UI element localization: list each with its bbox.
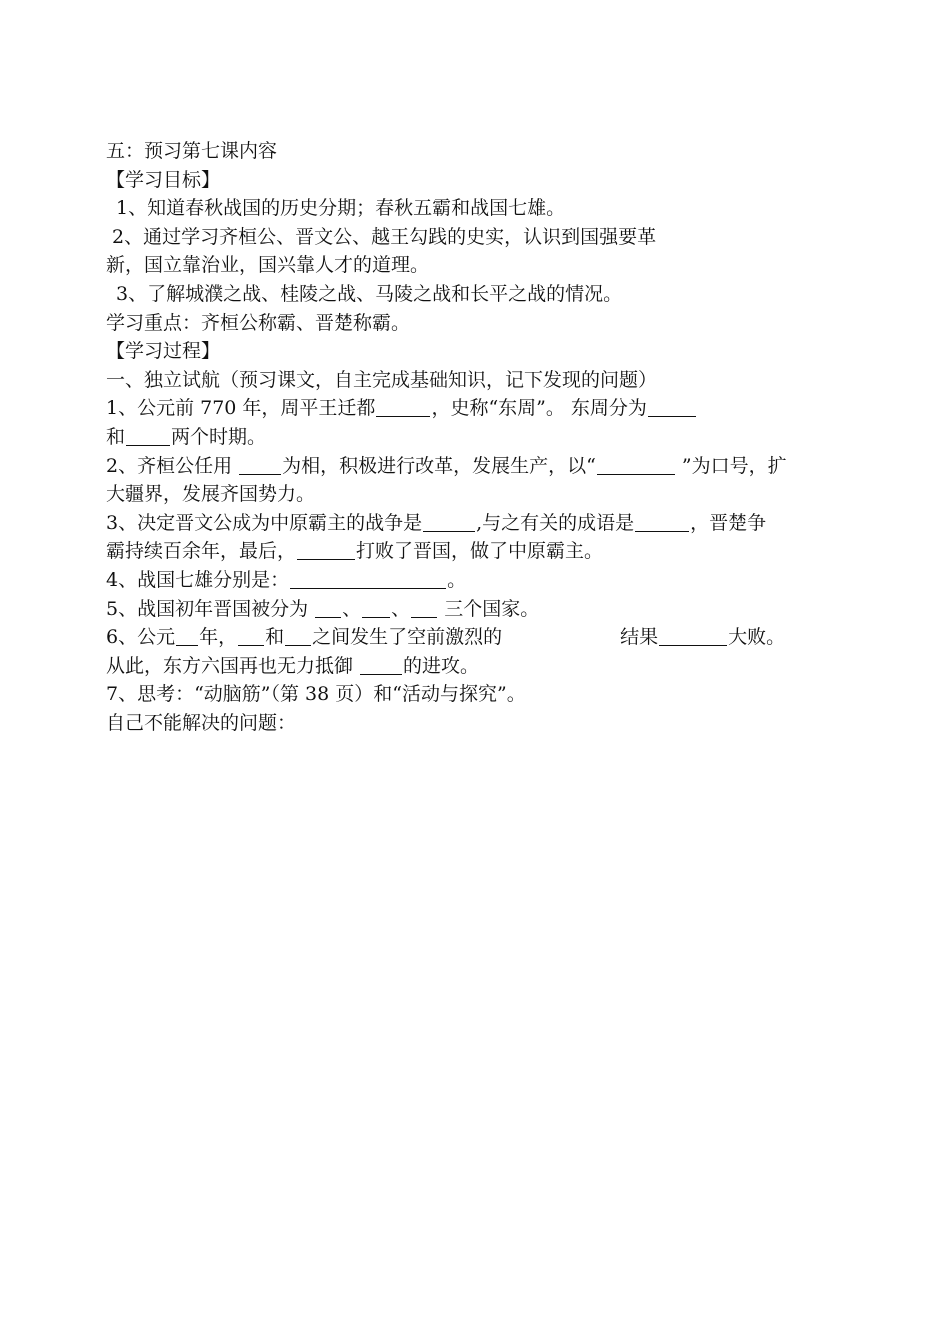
question-text: 。 bbox=[447, 568, 467, 591]
question-6-line-2 bbox=[106, 652, 850, 681]
question-text: ，史称“东周”。 东周分为 bbox=[431, 397, 647, 420]
question-2-line-1 bbox=[106, 452, 850, 481]
question-text: 6、公元 bbox=[106, 626, 176, 649]
question-text: ，晋楚争 bbox=[690, 511, 767, 534]
question-text: ”为口号，扩 bbox=[675, 454, 787, 477]
question-7: 7、思考：“动脑筋”（第 38 页）和“活动与探究”。 bbox=[106, 683, 526, 706]
unsolved-questions-label: 自己不能解决的问题： bbox=[106, 711, 297, 734]
question-text: 4、战国七雄分别是： bbox=[106, 568, 290, 591]
question-text: 和 bbox=[106, 425, 126, 448]
goal-2-line-1: 2、通过学习齐桓公、晋文公、越王勾践的史实，认识到国强要革 bbox=[112, 225, 657, 248]
question-text: 年， bbox=[199, 626, 238, 649]
question-text: 2、齐桓公任用 bbox=[106, 454, 239, 477]
answer-blank[interactable] bbox=[362, 598, 390, 618]
section-heading: 五：预习第七课内容 bbox=[106, 140, 278, 162]
question-4 bbox=[106, 566, 850, 595]
answer-blank[interactable] bbox=[315, 598, 341, 618]
question-text: 为相，积极进行改革，发展生产，以“ bbox=[282, 454, 596, 477]
goal-3: 3、了解城濮之战、桂陵之战、马陵之战和长平之战的情况。 bbox=[116, 282, 623, 305]
question-1-line-2 bbox=[106, 423, 850, 452]
question-3-line-2 bbox=[106, 537, 850, 566]
question-text: 5、战国初年晋国被分为 bbox=[106, 597, 315, 620]
goal-2-line-2: 新，国立靠治业，国兴靠人才的道理。 bbox=[106, 254, 430, 277]
question-text: 、 bbox=[391, 597, 411, 620]
question-text: 1、公元前 770 年，周平王迁都 bbox=[106, 397, 376, 420]
answer-blank[interactable] bbox=[285, 626, 311, 646]
question-2-line-2: 大疆界，发展齐国势力。 bbox=[106, 483, 316, 506]
question-6-line-1 bbox=[106, 623, 850, 652]
answer-blank[interactable] bbox=[635, 512, 689, 532]
answer-blank[interactable] bbox=[126, 426, 170, 446]
question-1-line-1 bbox=[106, 394, 850, 423]
answer-blank[interactable] bbox=[239, 455, 281, 475]
answer-blank[interactable] bbox=[648, 397, 696, 417]
question-text: 两个时期。 bbox=[171, 425, 267, 448]
answer-blank[interactable] bbox=[423, 512, 475, 532]
question-text: 从此，东方六国再也无力抵御 bbox=[106, 654, 360, 677]
answer-blank[interactable] bbox=[597, 455, 675, 475]
answer-blank[interactable] bbox=[297, 540, 355, 560]
question-text: 大败。 bbox=[728, 626, 786, 649]
question-text: 的进攻。 bbox=[403, 654, 480, 677]
worksheet-page bbox=[106, 137, 850, 737]
answer-blank[interactable] bbox=[176, 626, 198, 646]
answer-blank[interactable] bbox=[376, 397, 430, 417]
question-text: 三个国家。 bbox=[438, 597, 540, 620]
answer-blank[interactable] bbox=[290, 569, 446, 589]
question-5 bbox=[106, 595, 850, 624]
answer-blank[interactable] bbox=[238, 626, 264, 646]
question-text: 、 bbox=[342, 597, 362, 620]
question-text: 和 bbox=[265, 626, 285, 649]
question-text: 之间发生了空前激烈的 bbox=[312, 626, 503, 649]
question-text: 3、决定晋文公成为中原霸主的战争是 bbox=[106, 511, 423, 534]
question-text: 霸持续百余年，最后， bbox=[106, 540, 297, 563]
question-text: 打败了晋国，做了中原霸主。 bbox=[356, 540, 604, 563]
key-point: 学习重点：齐桓公称霸、晋楚称霸。 bbox=[106, 311, 411, 334]
process-title: 【学习过程】 bbox=[106, 340, 221, 363]
question-3-line-1 bbox=[106, 509, 850, 538]
question-text: ,与之有关的成语是 bbox=[476, 511, 635, 534]
answer-blank[interactable] bbox=[411, 598, 437, 618]
goal-1: 1、知道春秋战国的历史分期；春秋五霸和战国七雄。 bbox=[116, 197, 566, 220]
answer-blank[interactable] bbox=[659, 626, 727, 646]
part-1-title: 一、独立试航（预习课文，自主完成基础知识，记下发现的问题） bbox=[106, 368, 658, 391]
goals-title: 【学习目标】 bbox=[106, 168, 221, 191]
answer-blank[interactable] bbox=[360, 655, 402, 675]
question-text: 结果 bbox=[620, 626, 659, 649]
